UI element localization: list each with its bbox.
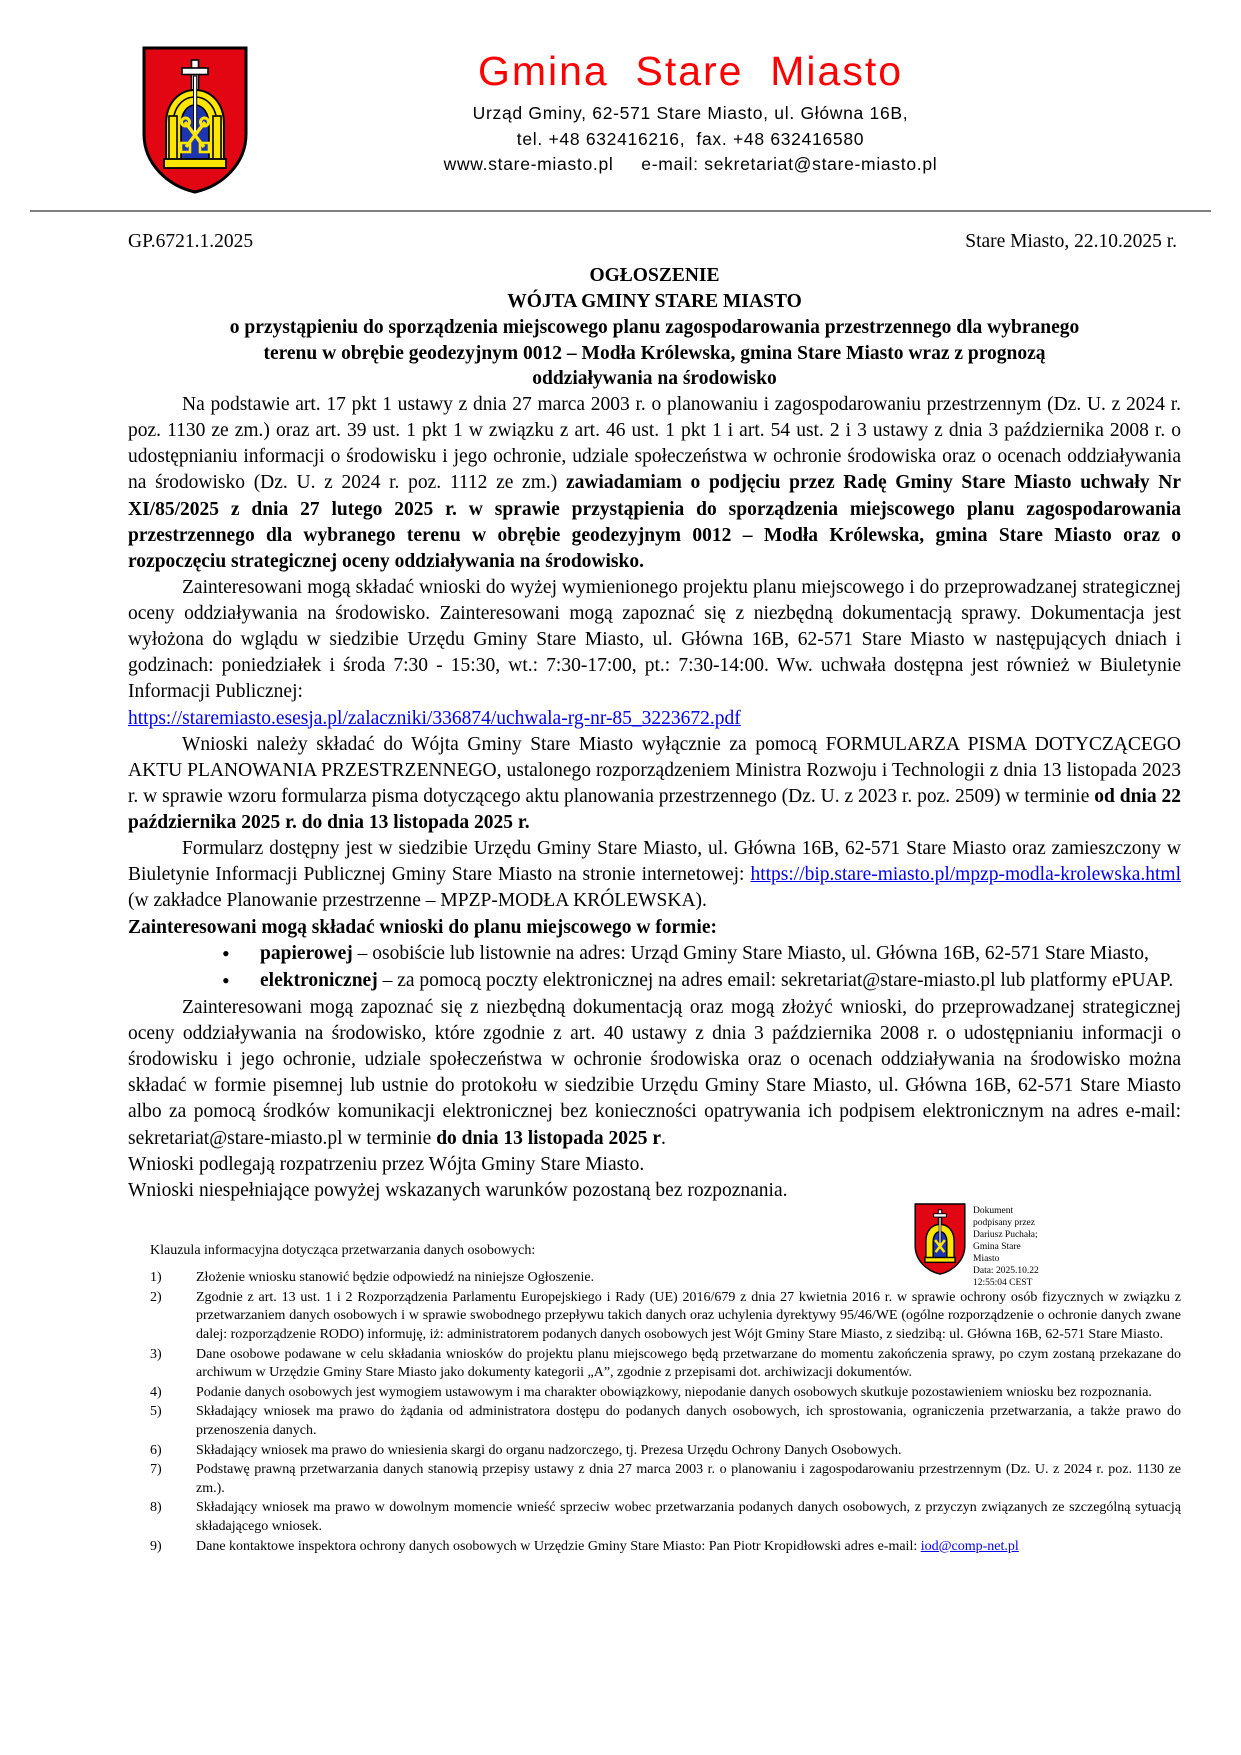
paragraph-review-note: Wnioski podlegają rozpatrzeniu przez Wójta Gminy Stare Miasto. [128,1153,645,1175]
reference-number: GP.6721.1.2025 [128,231,254,252]
paragraph-form-availability [128,836,1181,914]
dpo-email-link[interactable]: iod@comp-net.pl [920,1538,1019,1554]
submission-deadline-range: od dnia 22 października 2025 r. do dnia 13 listopada 2025 r. [128,785,1181,834]
signature-line-2: podpisany przez [973,1218,1035,1229]
letterhead [0,0,1241,194]
place-and-date: Stare Miasto, 22.10.2025 r. [965,231,1177,252]
signature-line-6: Data: 2025.10.22 [973,1266,1039,1277]
bip-mpzp-link[interactable]: https://bip.stare-miasto.pl/mpzp-modla-krolewska.html [750,864,1181,886]
rodo-clause-section [0,1242,1241,1556]
list-item: Składający wniosek ma prawo do żądania od administratora dostępu do podanych danych osobowych, ich sprostowania, ograniczenia przetwarzania, a także prawo do przenoszenia danych. [196,1404,1181,1438]
resolution-link-paragraph [128,706,1181,732]
list-item: Podanie danych osobowych jest wymogiem ustawowym i ma charakter obowiązkowy, niepodanie danych osobowych skutkuje pozostawieniem wniosku bez rozpoznania. [196,1384,1152,1400]
announcement-title: OGŁOSZENIE [589,265,720,287]
signature-line-3: Dariusz Puchała; [973,1230,1038,1241]
document-body [0,212,1241,1204]
signature-line-4: Gmina Stare [973,1242,1021,1253]
form-electronic-description: – za pomocą poczty elektronicznej na adres email: sekretariat@stare-miasto.pl lub platformy ePUAP. [377,969,1174,991]
announcement-scope-line-1: o przystąpieniu do sporządzenia miejscowego planu zagospodarowania przestrzennego dla wybranego [229,316,1080,338]
resolution-pdf-link[interactable]: https://staremiasto.esesja.pl/zalaczniki/336874/uchwala-rg-nr-85_3223672.pdf [128,707,741,729]
announcement-subtitle: WÓJTA GMINY STARE MIASTO [507,291,802,313]
form-electronic-label: elektronicznej [260,969,378,991]
signature-line-7: 12:55:04 CEST [973,1278,1033,1289]
submission-forms-list [128,941,1181,994]
rodo-clause-list [150,1269,1181,1556]
list-item: Składający wniosek ma prawo do wniesienia skargi do organu nadzorczego, tj. Prezesa Urzędu Ochrony Danych Osobowych. [196,1442,902,1458]
announcement-scope-line-3: oddziaływania na środowisko [532,368,777,390]
office-web-email: www.stare-miasto.pl e-mail: sekretariat@stare-miasto.pl [443,153,938,174]
announcement-scope-line-2: terenu w obrębie geodezyjnym 0012 – Modła Królewska, gmina Stare Miasto wraz z prognozą [263,342,1046,364]
paragraph-form-requirement [128,732,1181,837]
list-item: Złożenie wniosku stanowić będzie odpowiedź na niniejsze Ogłoszenie. [196,1270,595,1286]
form-requirement-text: Wnioski należy składać do Wójta Gminy Stare Miasto wyłącznie za pomocą FORMULARZA PISMA DOTYCZĄCEGO AKTU PLANOWANIA PRZESTRZENNEGO, ustalonego rozporządzeniem Ministra Rozwoju i Technologii z dnia 13 listopada 2023 r. w sprawie wzoru formularza pisma dotyczącego aktu planowania przestrzennego (Dz. U. z 2023 r. poz. 2509) w terminie [128,733,1181,807]
list-item: Składający wniosek ma prawo w dowolnym momencie wnieść sprzeciw wobec przetwarzania podanych danych osobowych, z przyczyn związanych ze szczególną sytuacją składającego wniosek. [196,1500,1181,1535]
environmental-assessment-tail: . [661,1127,666,1149]
environmental-deadline: do dnia 13 listopada 2025 r [436,1127,662,1149]
form-availability-text: Formularz dostępny jest w siedzibie Urzędu Gminy Stare Miasto, ul. Główna 16B, 62-571 Stare Miasto oraz zamieszczony w Biuletynie Informacji Publicznej Gminy Stare Miasto na stronie internetowej: [128,838,1181,886]
coat-of-arms-icon [140,46,250,194]
list-item: Dane osobowe podawane w celu składania wniosków do projektu planu miejscowego będą przetwarzane do momentu zakończenia sprawy, po czym zostaną przekazane do archiwum w Urzędzie Gminy Stare Miasto jako dokumenty kategorii „A”, zgodnie z przepisami dot. archiwizacji dokumentów. [196,1346,1181,1381]
environmental-assessment-text: Zainteresowani mogą zapoznać się z niezbędną dokumentacją oraz mogą złożyć wnioski, do przeprowadzanej strategicznej oceny oddziaływania na środowisko, które zgodnie z art. 40 ustawy z dnia 3 października 2008 r. o udostępnianiu informacji o środowisku i jego ochronie, udziale społeczeństwa w ochronie środowiska oraz o ocenach oddziaływania na środowisko można składać w formie pisemnej lub ustnie do protokołu w siedzibie Urzędu Gminy Stare Miasto, ul. Główna 16B, 62-571 Stare Miasto albo za pomocą środków komunikacji elektronicznej bez konieczności opatrywania ich podpisem elektronicznym na adres e-mail: sekretariat@stare-miasto.pl w terminie [128,996,1181,1149]
legal-basis-text: Na podstawie art. 17 pkt 1 ustawy z dnia 27 marca 2003 r. o planowaniu i zagospodarowaniu przestrzennym (Dz. U. z 2024 r. poz. 1130 ze zm.) oraz art. 39 ust. 1 pkt 1 w związku z art. 46 ust. 1 pkt 1 i art. 54 ust. 2 i 3 ustawy z dnia 3 października 2008 r. o udostępnianiu informacji o środowisku i jego ochronie, udziale społeczeństwa w ochronie środowiska oraz o ocenach oddziaływania na środowisko (Dz. U. z 2024 r. poz. 1112 ze zm.) [128,394,1181,494]
signature-line-1: Dokument [973,1206,1014,1216]
form-paper-label: papierowej [260,942,353,964]
legal-basis-emphasis: zawiadamiam o podjęciu przez Radę Gminy Stare Miasto uchwały Nr XI/85/2025 z dnia 27 lutego 2025 r. w sprawie przystąpienia do sporządzenia miejscowego planu zagospodarowania przestrzennego dla wybranego terenu w obrębie geodezyjnym 0012 – Modła Królewska, gmina Stare Miasto oraz o rozpoczęciu strategicznej oceny oddziaływania na środowisko. [128,472,1181,572]
paragraph-legal-basis [128,392,1181,575]
list-item [150,1538,1181,1557]
form-paper-description: – osobiście lub listownie na adres: Urząd Gminy Stare Miasto, ul. Główna 16B, 62-571 Stare Miasto, [352,942,1149,964]
organization-name: Gmina Stare Miasto [477,48,904,94]
paragraph-submission-info [128,575,1181,706]
meta-row [128,230,1181,253]
forms-heading: Zainteresowani mogą składać wnioski do planu miejscowego w formie: [128,916,717,938]
paragraph-rejection-note: Wnioski niespełniające powyżej wskazanych warunków pozostaną bez rozpoznania. [128,1179,788,1201]
office-address: Urząd Gminy, 62-571 Stare Miasto, ul. Główna 16B, [472,103,909,124]
list-item: Podstawę prawną przetwarzania danych stanowią przepisy ustawy z dnia 27 marca 2003 r. o planowaniu i zagospodarowaniu przestrzennym (Dz. U. z 2024 r. poz. 1130 ze zm.). [196,1462,1181,1496]
office-phone: tel. +48 632416216, fax. +48 632416580 [516,128,865,149]
list-item: Zgodnie z art. 13 ust. 1 i 2 Rozporządzenia Parlamentu Europejskiego i Rady (UE) 2016/679 z dnia 27 kwietnia 2016 r. w sprawie ochrony osób fizycznych w związku z przetwarzaniem danych osobowych i w sprawie swobodnego przepływu takich danych oraz uchylenia dyrektywy 95/46/WE (ogólne rozporządzenie o ochronie danych zwane dalej: rozporządzenie RODO) informuję, iż: administratorem podanych danych osobowych jest Wójt Gminy Stare Miasto, z siedzibą: ul. Główna 16B, 62-571 Stare Miasto. [196,1289,1181,1342]
rodo-item-9-text: Dane kontaktowe inspektora ochrony danych osobowych w Urzędzie Gminy Stare Miasto: Pan Piotr Kropidłowski adres e-mail: [196,1538,921,1554]
list-item [216,968,1181,994]
paragraph-environmental-assessment [128,995,1181,1152]
signature-line-5: Miasto [973,1254,1000,1265]
rodo-clause-heading: Klauzula informacyjna dotycząca przetwarzania danych osobowych: [150,1242,536,1258]
form-availability-text-tail: (w zakładce Planowanie przestrzenne – MPZP-MODŁA KRÓLEWSKA). [128,890,707,912]
list-item [216,941,1181,967]
signature-coat-of-arms-icon [913,1203,967,1275]
letterhead-text [250,38,1121,177]
submission-info-text: Zainteresowani mogą składać wnioski do wyżej wymienionego projektu planu miejscowego i do przeprowadzanej strategicznej oceny oddziaływania na środowisko. Zainteresowani mogą zapoznać się z niezbędną dokumentacją sprawy. Dokumentacja jest wyłożona do wglądu w siedzibie Urzędu Gminy Stare Miasto, ul. Główna 16B, 62-571 Stare Miasto w następujących dniach i godzinach: poniedziałek i środa 7:30 - 15:30, wt.: 7:30-17:00, pt.: 7:30-14:00. Ww. uchwała dostępna jest również w Biuletynie Informacji Publicznej: [128,576,1181,703]
